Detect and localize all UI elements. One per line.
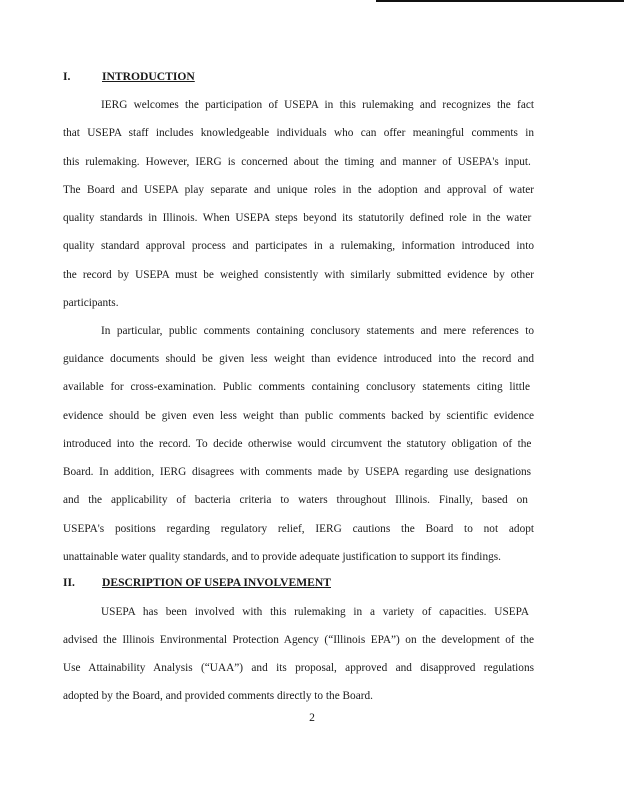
scan-edge-line [376,0,624,2]
section-number: I. [63,70,71,83]
text-line: available for cross-examination. Public comments containing conclusory statements citing little [63,381,531,393]
section-title: INTRODUCTION [102,70,195,83]
section-title: DESCRIPTION OF USEPA INVOLVEMENT [102,576,331,589]
text-line: advised the Illinois Environmental Protection Agency (“Illinois EPA”) on the development of the [63,634,534,646]
text-line: quality standards in Illinois. When USEPA steps beyond its statutorily defined role in the water [63,212,532,224]
section-number: II. [63,576,75,589]
text-line: participants. [63,297,119,309]
text-line: that USEPA staff includes knowledgeable individuals who can offer meaningful comments in [63,127,534,139]
text-line: USEPA has been involved with this rulemaking in a variety of capacities. USEPA [101,606,530,618]
text-line: the record by USEPA must be weighed consistently with similarly submitted evidence by other [63,269,534,281]
page-number: 2 [309,711,315,724]
text-line: guidance documents should be given less weight than evidence introduced into the record and [63,353,534,365]
text-line: and the applicability of bacteria criteria to waters throughout Illinois. Finally, based on [63,494,528,506]
text-line: quality standard approval process and participates in a rulemaking, information introduced into [63,240,534,252]
text-line: adopted by the Board, and provided comments directly to the Board. [63,690,373,702]
text-line: Use Attainability Analysis (“UAA”) and its proposal, approved and disapproved regulations [63,662,534,674]
text-line: unattainable water quality standards, and to provide adequate justification to support its findings. [63,551,501,563]
text-line: The Board and USEPA play separate and unique roles in the adoption and approval of water [63,184,534,196]
text-line: introduced into the record. To decide otherwise would circumvent the statutory obligation of the [63,438,532,450]
text-line: evidence should be given even less weight than public comments backed by scientific evidence [63,410,534,422]
text-line: USEPA's positions regarding regulatory relief, IERG cautions the Board to not adopt [63,523,534,535]
text-line: this rulemaking. However, IERG is concerned about the timing and manner of USEPA's input. [63,156,531,168]
text-line: Board. In addition, IERG disagrees with comments made by USEPA regarding use designations [63,466,532,478]
text-line: In particular, public comments containing conclusory statements and mere references to [101,325,534,337]
text-line: IERG welcomes the participation of USEPA in this rulemaking and recognizes the fact [101,99,534,111]
